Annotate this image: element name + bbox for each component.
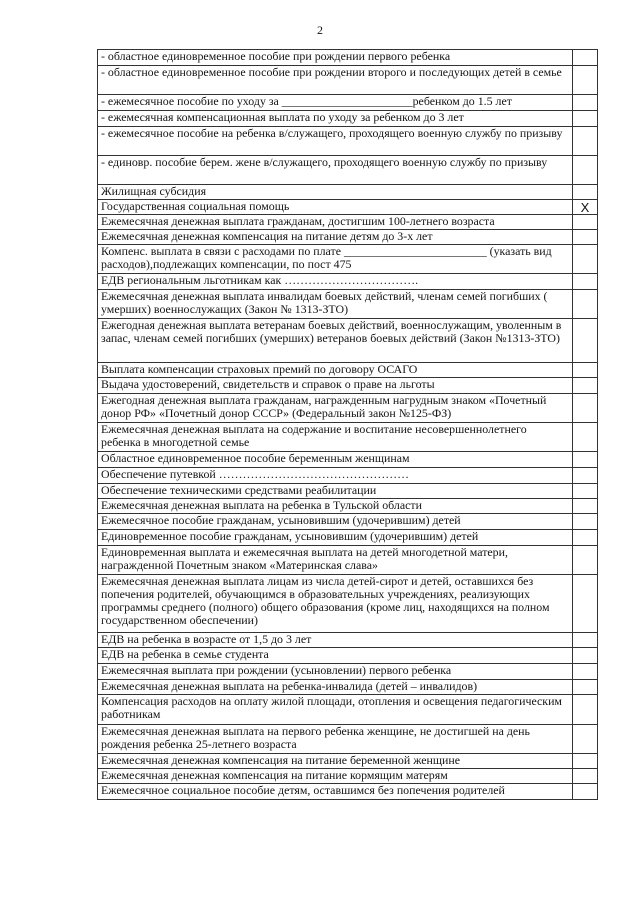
table-row [98, 784, 598, 800]
selection-mark-cell[interactable] [573, 680, 598, 695]
benefit-label: Ежемесячная денежная компенсация на питание беременной женщине [98, 754, 573, 769]
benefit-label: - ежемесячное пособие на ребенка в/служащего, проходящего военную службу по призыву [98, 127, 573, 156]
selection-mark-cell[interactable] [573, 633, 598, 648]
benefit-label: - областное единовременное пособие при рождении первого ребенка [98, 50, 573, 66]
table-row [98, 215, 598, 230]
table-row [98, 575, 598, 633]
selection-mark-cell[interactable] [573, 484, 598, 499]
benefit-label: Государственная социальная помощь [98, 200, 573, 215]
selection-mark-cell[interactable] [573, 468, 598, 484]
benefit-label: - областное единовременное пособие при рождении второго и последующих детей в семье [98, 66, 573, 95]
selection-mark-cell[interactable] [573, 423, 598, 452]
benefit-label: - ежемесячная компенсационная выплата по уходу за ребенком до 3 лет [98, 111, 573, 127]
benefit-label: Ежемесячная денежная компенсация на питание кормящим матерям [98, 769, 573, 784]
table-row [98, 546, 598, 575]
table-row [98, 156, 598, 185]
selection-mark-cell[interactable] [573, 499, 598, 514]
selection-mark-cell[interactable] [573, 648, 598, 664]
selection-mark-cell[interactable] [573, 127, 598, 156]
benefit-label: - единовр. пособие берем. жене в/служащего, проходящего военную службу по призыву [98, 156, 573, 185]
benefit-label: Ежемесячная денежная выплата на ребенка-инвалида (детей – инвалидов) [98, 680, 573, 695]
benefits-table-body [98, 50, 598, 800]
selection-mark-cell[interactable] [573, 514, 598, 530]
table-row [98, 394, 598, 423]
selection-mark-cell[interactable] [573, 185, 598, 200]
selection-mark-cell[interactable] [573, 111, 598, 127]
table-row [98, 245, 598, 274]
selection-mark-cell[interactable] [573, 546, 598, 575]
table-row [98, 769, 598, 784]
benefit-label: Единовременное пособие гражданам, усыновившим (удочерившим) детей [98, 530, 573, 546]
selection-mark-cell[interactable] [573, 378, 598, 394]
benefit-label: Выдача удостоверений, свидетельств и справок о праве на льготы [98, 378, 573, 394]
selection-mark-cell[interactable] [573, 230, 598, 245]
benefit-label: Выплата компенсации страховых премий по договору ОСАГО [98, 363, 573, 378]
table-row [98, 530, 598, 546]
table-row [98, 127, 598, 156]
selection-mark-cell[interactable] [573, 363, 598, 378]
table-row [98, 725, 598, 754]
benefit-label: Ежемесячная денежная выплата на содержание и воспитание несовершеннолетнего ребенка в многодетной семье [98, 423, 573, 452]
selection-mark-cell[interactable] [573, 664, 598, 680]
table-row [98, 484, 598, 499]
selection-mark-cell[interactable] [573, 784, 598, 800]
table-row [98, 648, 598, 664]
table-row [98, 290, 598, 319]
table-row [98, 664, 598, 680]
table-row [98, 680, 598, 695]
selection-mark-cell[interactable] [573, 156, 598, 185]
selection-mark-cell[interactable] [573, 215, 598, 230]
selection-mark-cell[interactable] [573, 66, 598, 95]
selection-mark-cell[interactable] [573, 769, 598, 784]
selection-mark-cell[interactable] [573, 452, 598, 468]
benefit-label: Ежемесячная денежная выплата лицам из числа детей-сирот и детей, оставшихся без попечения родителей, обучающимся в образовательных учреждениях, реализующих программы среднего (полного) общего образования (кроме лиц, находящихся на полном государственном обеспечении) [98, 575, 573, 633]
selection-mark-cell[interactable] [573, 695, 598, 725]
selection-mark-cell[interactable] [573, 575, 598, 633]
table-row [98, 274, 598, 290]
table-row [98, 423, 598, 452]
selection-mark-cell[interactable] [573, 725, 598, 754]
benefit-label: - ежемесячное пособие по уходу за ______________________ребенком до 1.5 лет [98, 95, 573, 111]
selection-mark-cell[interactable] [573, 245, 598, 274]
table-row [98, 319, 598, 363]
table-row [98, 95, 598, 111]
table-row [98, 66, 598, 95]
table-row [98, 111, 598, 127]
benefit-label: Областное единовременное пособие беременным женщинам [98, 452, 573, 468]
table-row [98, 230, 598, 245]
benefit-label: Ежемесячное пособие гражданам, усыновившим (удочерившим) детей [98, 514, 573, 530]
table-row [98, 633, 598, 648]
benefit-label: Обеспечение техническими средствами реабилитации [98, 484, 573, 499]
table-row [98, 452, 598, 468]
benefit-label: Единовременная выплата и ежемесячная выплата на детей многодетной матери, награжденной Почетным знаком «Материнская слава» [98, 546, 573, 575]
benefit-label: Ежемесячная денежная выплата инвалидам боевых действий, членам семей погибших ( умерших) военнослужащих (Закон № 1313-ЗТО) [98, 290, 573, 319]
benefit-label: Компенс. выплата в связи с расходами по плате ________________________ (указать вид расходов),подлежащих компенсации, по пост 475 [98, 245, 573, 274]
selection-mark-cell[interactable] [573, 394, 598, 423]
table-row [98, 50, 598, 66]
table-row [98, 754, 598, 769]
benefit-label: Ежемесячная денежная компенсация на питание детям до 3-х лет [98, 230, 573, 245]
benefit-label: ЕДВ региональным льготникам как ……………………………. [98, 274, 573, 290]
table-row [98, 378, 598, 394]
benefit-label: Ежегодная денежная выплата гражданам, награжденным нагрудным знаком «Почетный донор РФ» «Почетный донор СССР» (Федеральный закон №125-ФЗ) [98, 394, 573, 423]
table-row [98, 499, 598, 514]
benefits-table [97, 49, 598, 800]
benefit-label: Ежемесячная денежная выплата гражданам, достигшим 100-летнего возраста [98, 215, 573, 230]
table-row [98, 514, 598, 530]
benefit-label: Ежемесячная денежная выплата на первого ребенка женщине, не достигшей на день рождения ребенка 25-летнего возраста [98, 725, 573, 754]
benefit-label: Ежемесячная денежная выплата на ребенка в Тульской области [98, 499, 573, 514]
benefit-label: Обеспечение путевкой ………………………………………… [98, 468, 573, 484]
selection-mark-cell[interactable] [573, 290, 598, 319]
benefit-label: Ежемесячное социальное пособие детям, оставшимся без попечения родителей [98, 784, 573, 800]
table-row [98, 185, 598, 200]
benefit-label: Компенсация расходов на оплату жилой площади, отопления и освещения педагогическим работникам [98, 695, 573, 725]
selection-mark-cell[interactable] [573, 274, 598, 290]
benefit-label: Жилищная субсидия [98, 185, 573, 200]
page-number: 2 [317, 23, 323, 37]
benefit-label: ЕДВ на ребенка в возрасте от 1,5 до 3 лет [98, 633, 573, 648]
selection-mark-cell[interactable] [573, 50, 598, 66]
table-row [98, 363, 598, 378]
selection-mark-cell[interactable] [573, 319, 598, 363]
selection-mark-cell[interactable] [573, 95, 598, 111]
benefit-label: Ежегодная денежная выплата ветеранам боевых действий, военнослужащим, уволенным в запас, членам семей погибших (умерших) ветеранов боевых действий (Закон №1313-ЗТО) [98, 319, 573, 363]
table-row [98, 468, 598, 484]
selection-mark-cell[interactable]: X [573, 200, 598, 215]
table-row [98, 695, 598, 725]
table-row [98, 200, 598, 215]
selection-mark-cell[interactable] [573, 530, 598, 546]
selection-mark-cell[interactable] [573, 754, 598, 769]
benefit-label: ЕДВ на ребенка в семье студента [98, 648, 573, 664]
benefit-label: Ежемесячная выплата при рождении (усыновлении) первого ребенка [98, 664, 573, 680]
